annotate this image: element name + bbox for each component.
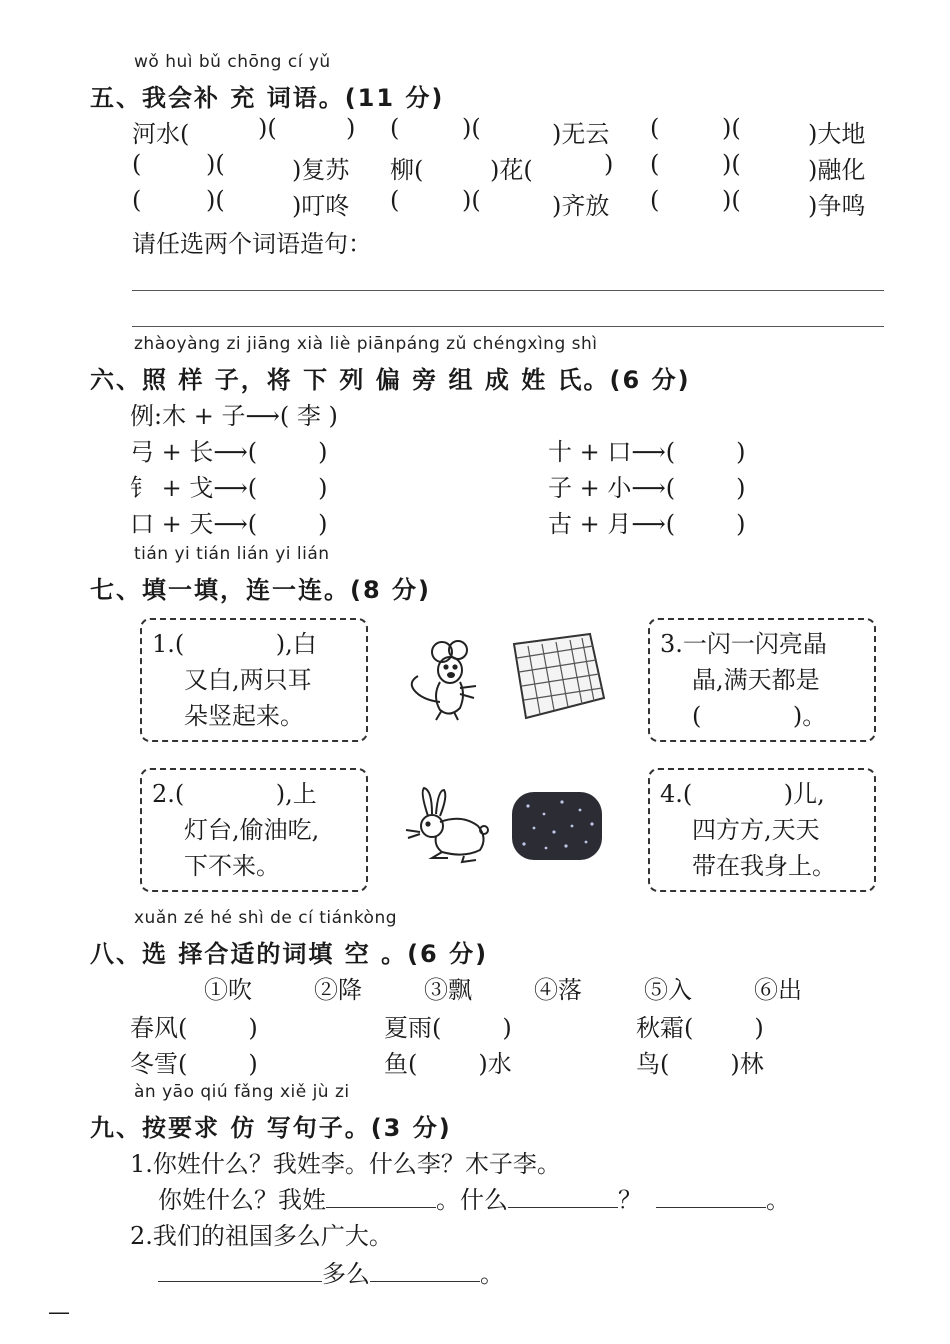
s5-answer-line-1[interactable]	[132, 290, 884, 291]
s7-title: 七、填一填，连一连。(8 分)	[90, 576, 431, 604]
s9-q1-text-c: ？	[618, 1186, 642, 1214]
s5-title: 五、我会补 充 词语。(11 分)	[90, 84, 445, 112]
s9-pinyin: àn yāo qiú fǎng xiě jù zi	[134, 1082, 350, 1102]
riddle-3-line-1: 3.一闪一闪亮晶	[660, 630, 827, 658]
s9-q1-text-a: 你姓什么？我姓	[158, 1186, 326, 1214]
s5-cell: )复苏	[292, 156, 350, 184]
riddle-1-line-1: 1.( ),白	[152, 630, 317, 658]
starry-sky-picture[interactable]	[510, 790, 604, 862]
s5-prompt: 请任选两个词语造句：	[132, 230, 372, 258]
s5-cell: (	[390, 186, 400, 214]
s5-cell: )花(	[490, 156, 533, 184]
s9-q1: 1.你姓什么？我姓李。什么李？木子李。	[130, 1150, 561, 1178]
s5-cell: (	[650, 150, 660, 178]
s5-cell: (	[132, 150, 142, 178]
riddle-3-line-2: 晶,满天都是	[692, 666, 820, 694]
s5-cell: )齐放	[552, 192, 610, 220]
s5-cell: (	[650, 114, 660, 142]
s5-cell: 河水(	[132, 120, 190, 148]
riddle-3-line-3: ( )。	[692, 702, 827, 730]
riddle-4-line-3: 带在我身上。	[692, 852, 836, 880]
s9-q1-blank-3[interactable]	[656, 1183, 766, 1208]
s8-row1-1: 春风( )	[130, 1014, 258, 1042]
s9-title: 九、按要求 仿 写句子。(3 分)	[90, 1114, 452, 1142]
s9-q2: 2.我们的祖国多么广大。	[130, 1222, 393, 1250]
s5-cell: )(	[206, 150, 225, 178]
s5-cell: 柳(	[390, 156, 424, 184]
s5-cell: )争鸣	[808, 192, 866, 220]
s5-cell: )叮咚	[292, 192, 350, 220]
s5-cell: )(	[206, 186, 225, 214]
s7-pinyin: tián yi tián lián yi lián	[134, 544, 330, 564]
s9-q1-answer	[158, 1180, 790, 1215]
page-footer-mark: —	[48, 1300, 70, 1325]
riddle-box-3[interactable]	[648, 618, 876, 742]
s5-cell: (	[650, 186, 660, 214]
s9-q2-blank-2[interactable]	[370, 1257, 480, 1282]
s5-cell: )无云	[552, 120, 610, 148]
s9-q1-blank-1[interactable]	[326, 1183, 436, 1208]
s9-q1-blank-2[interactable]	[508, 1183, 618, 1208]
s8-title: 八、选 择合适的词填 空 。(6 分)	[90, 940, 489, 968]
riddle-2-line-1: 2.( ),上	[152, 780, 317, 808]
s5-answer-line-2[interactable]	[132, 326, 884, 327]
handkerchief-picture[interactable]	[508, 630, 608, 722]
option-5[interactable]: ⑤入	[644, 976, 692, 1004]
s8-row2-1: 冬雪( )	[130, 1050, 258, 1078]
s9-q2-answer	[158, 1254, 504, 1289]
s5-cell: )	[604, 150, 614, 178]
s5-cell: )(	[258, 114, 277, 142]
riddle-box-1[interactable]	[140, 618, 368, 742]
s6-left-1: 弓 + 长⟶( )	[130, 438, 328, 466]
s5-cell: )	[346, 114, 356, 142]
riddle-box-4[interactable]	[648, 768, 876, 892]
s9-q2-text-b: 。	[480, 1260, 504, 1288]
option-6[interactable]: ⑥出	[754, 976, 802, 1004]
riddle-2-line-3: 下不来。	[184, 852, 280, 880]
s6-right-1: 十 + 口⟶( )	[548, 438, 746, 466]
s6-right-2: 子 + 小⟶( )	[548, 474, 746, 502]
option-3[interactable]: ③飘	[424, 976, 472, 1004]
s5-cell: )融化	[808, 156, 866, 184]
rabbit-picture[interactable]	[402, 786, 492, 866]
s5-cell: )(	[722, 114, 741, 142]
s5-cell: )(	[462, 186, 481, 214]
s5-cell: )(	[722, 186, 741, 214]
s6-left-2: 钅 + 戈⟶( )	[130, 474, 328, 502]
option-4[interactable]: ④落	[534, 976, 582, 1004]
s8-row1-3: 秋霜( )	[636, 1014, 764, 1042]
riddle-1-line-2: 又白,两只耳	[184, 666, 312, 694]
s5-pinyin: wǒ huì bǔ chōng cí yǔ	[134, 52, 331, 72]
s5-cell: (	[132, 186, 142, 214]
s6-left-3: 口 + 天⟶( )	[130, 510, 328, 538]
s5-cell: )(	[462, 114, 481, 142]
s9-q1-text-b: 。什么	[436, 1186, 508, 1214]
s8-row2-2: 鱼( )水	[384, 1050, 512, 1078]
s6-pinyin: zhàoyàng zi jiāng xià liè piānpáng zǔ chéngxìng shì	[134, 334, 598, 354]
s8-pinyin: xuǎn zé hé shì de cí tiánkòng	[134, 908, 398, 928]
s5-cell: (	[390, 114, 400, 142]
s9-q1-text-d: 。	[766, 1186, 790, 1214]
s5-cell: )(	[722, 150, 741, 178]
s6-example: 例:木 + 子⟶( 李 )	[130, 402, 338, 430]
riddle-2-line-2: 灯台,偷油吃,	[184, 816, 320, 844]
s8-row2-3: 鸟( )林	[636, 1050, 764, 1078]
s6-title: 六、照 样 子，将 下 列 偏 旁 组 成 姓 氏。(6 分)	[90, 366, 691, 394]
riddle-box-2[interactable]	[140, 768, 368, 892]
option-1[interactable]: ①吹	[204, 976, 252, 1004]
mouse-picture[interactable]	[402, 630, 492, 722]
option-2[interactable]: ②降	[314, 976, 362, 1004]
riddle-4-line-1: 4.( )儿,	[660, 780, 825, 808]
s9-q2-blank-1[interactable]	[158, 1257, 322, 1282]
s6-right-3: 古 + 月⟶( )	[548, 510, 746, 538]
riddle-1-line-3: 朵竖起来。	[184, 702, 304, 730]
s5-cell: )大地	[808, 120, 866, 148]
s9-q2-text-a: 多么	[322, 1260, 370, 1288]
riddle-4-line-2: 四方方,天天	[692, 816, 820, 844]
s8-row1-2: 夏雨( )	[384, 1014, 512, 1042]
